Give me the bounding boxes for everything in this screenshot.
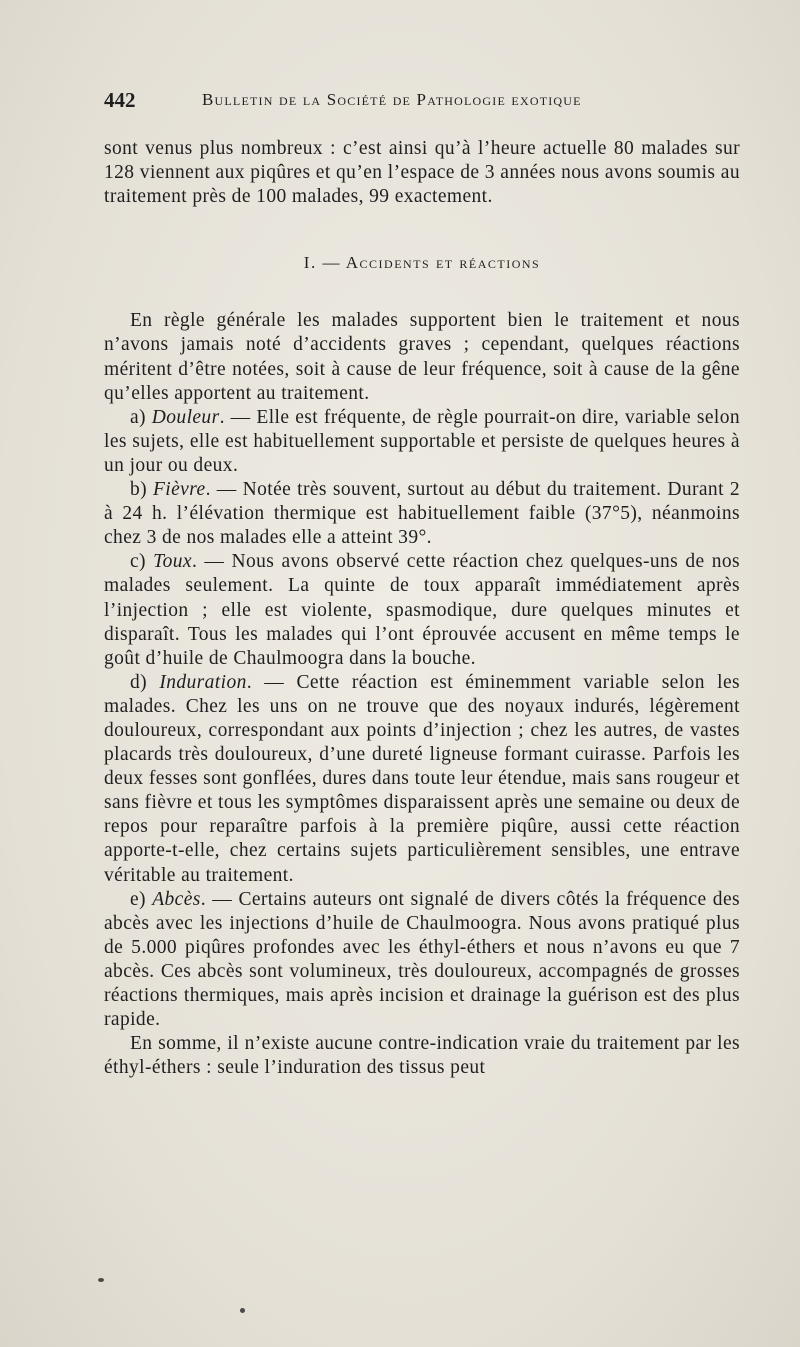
item-text-induration: . — Cette réaction est éminemment variable selon les malades. Chez les uns on ne trouve que des noyaux indurés, légèrement douloureux, correspondant aux points d’injection ; chez les autres, de vastes placards très douloureux, d’une dureté ligneuse formant cuirasse. Parfois les deux fesses sont gonflées, dures dans toute leur étendue, mais sans rougeur et sans fièvre et tous les symptômes disparaissent après une semaine ou deux de repos pour reparaître parfois à la première piqûre, aussi cette réaction apporte-t-elle, chez certains sujets particulièrement sensibles, une entrave véritable au traitement. [104, 671, 740, 886]
general-paragraph: En règle générale les malades supportent bien le traitement et nous n’avons jamais noté d’accidents graves ; cependant, quelques réactions méritent d’être notées, soit à cause de leur fréquence, soit à cause de la gêne qu’elles apportent au traitement. [104, 310, 740, 404]
item-text-fievre: . — Notée très souvent, surtout au début du traitement. Durant 2 à 24 h. l’élévation thermique est habituellement faible (37°5), néanmoins chez 3 de nos malades elle a atteint 39°. [104, 479, 740, 549]
item-label-douleur: Douleur [151, 406, 220, 428]
page-header [104, 88, 744, 118]
page-number: 442 [104, 88, 136, 112]
item-prefix: a) [130, 406, 152, 428]
item-text-toux: . — Nous avons observé cette réaction chez quelques-uns de nos malades seulement. La quinte de toux apparaît immédiatement après l’injection ; elle est violente, spasmodique, dure quelques minutes et disparaît. Tous les malades qui l’ont éprouvée accusent en même temps le goût d’huile de Chaulmoogra dans la bouche. [104, 551, 740, 669]
item-prefix: b) [130, 479, 153, 501]
intro-paragraph: sont venus plus nombreux : c’est ainsi qu’à l’heure actuelle 80 malades sur 128 viennent aux piqûres et qu’en l’espace de 3 années nous avons soumis au traitement près de 100 malades, 99 exactement. [104, 138, 740, 208]
item-induration [104, 671, 740, 888]
item-text-douleur: . — Elle est fréquente, de règle pourrait-on dire, variable selon les sujets, elle est habituellement supportable et persiste de quelques heures à un jour ou deux. [104, 406, 740, 476]
article-body [104, 137, 740, 1080]
running-head: Bulletin de la Société de Pathologie exotique [202, 90, 582, 109]
section-title: I. — Accidents et réactions [303, 253, 541, 273]
item-label-induration: Induration [159, 671, 247, 693]
item-prefix: e) [130, 888, 153, 910]
ink-speck [98, 1278, 104, 1282]
item-prefix: d) [130, 671, 160, 693]
item-abces [104, 888, 740, 1033]
item-douleur [104, 406, 740, 478]
item-label-toux: Toux [153, 551, 192, 573]
ink-speck [240, 1308, 245, 1313]
item-fievre [104, 478, 740, 550]
item-label-fievre: Fièvre [153, 479, 206, 501]
item-text-abces: . — Certains auteurs ont signalé de divers côtés la fréquence des abcès avec les injections d’huile de Chaulmoogra. Nous avons pratiqué plus de 5.000 piqûres profondes avec les éthyl-éthers et nous n’avons eu que 7 abcès. Ces abcès sont volumineux, très douloureux, accompagnés de grosses réactions thermiques, mais après incision et drainage la guérison est des plus rapide. [104, 888, 740, 1031]
item-toux [104, 550, 740, 670]
conclusion-paragraph: En somme, il n’existe aucune contre-indication vraie du traitement par les éthyl-éthers : seule l’induration des tissus peut [104, 1033, 740, 1079]
item-label-abces: Abcès [152, 888, 201, 910]
item-prefix: c) [130, 551, 154, 573]
